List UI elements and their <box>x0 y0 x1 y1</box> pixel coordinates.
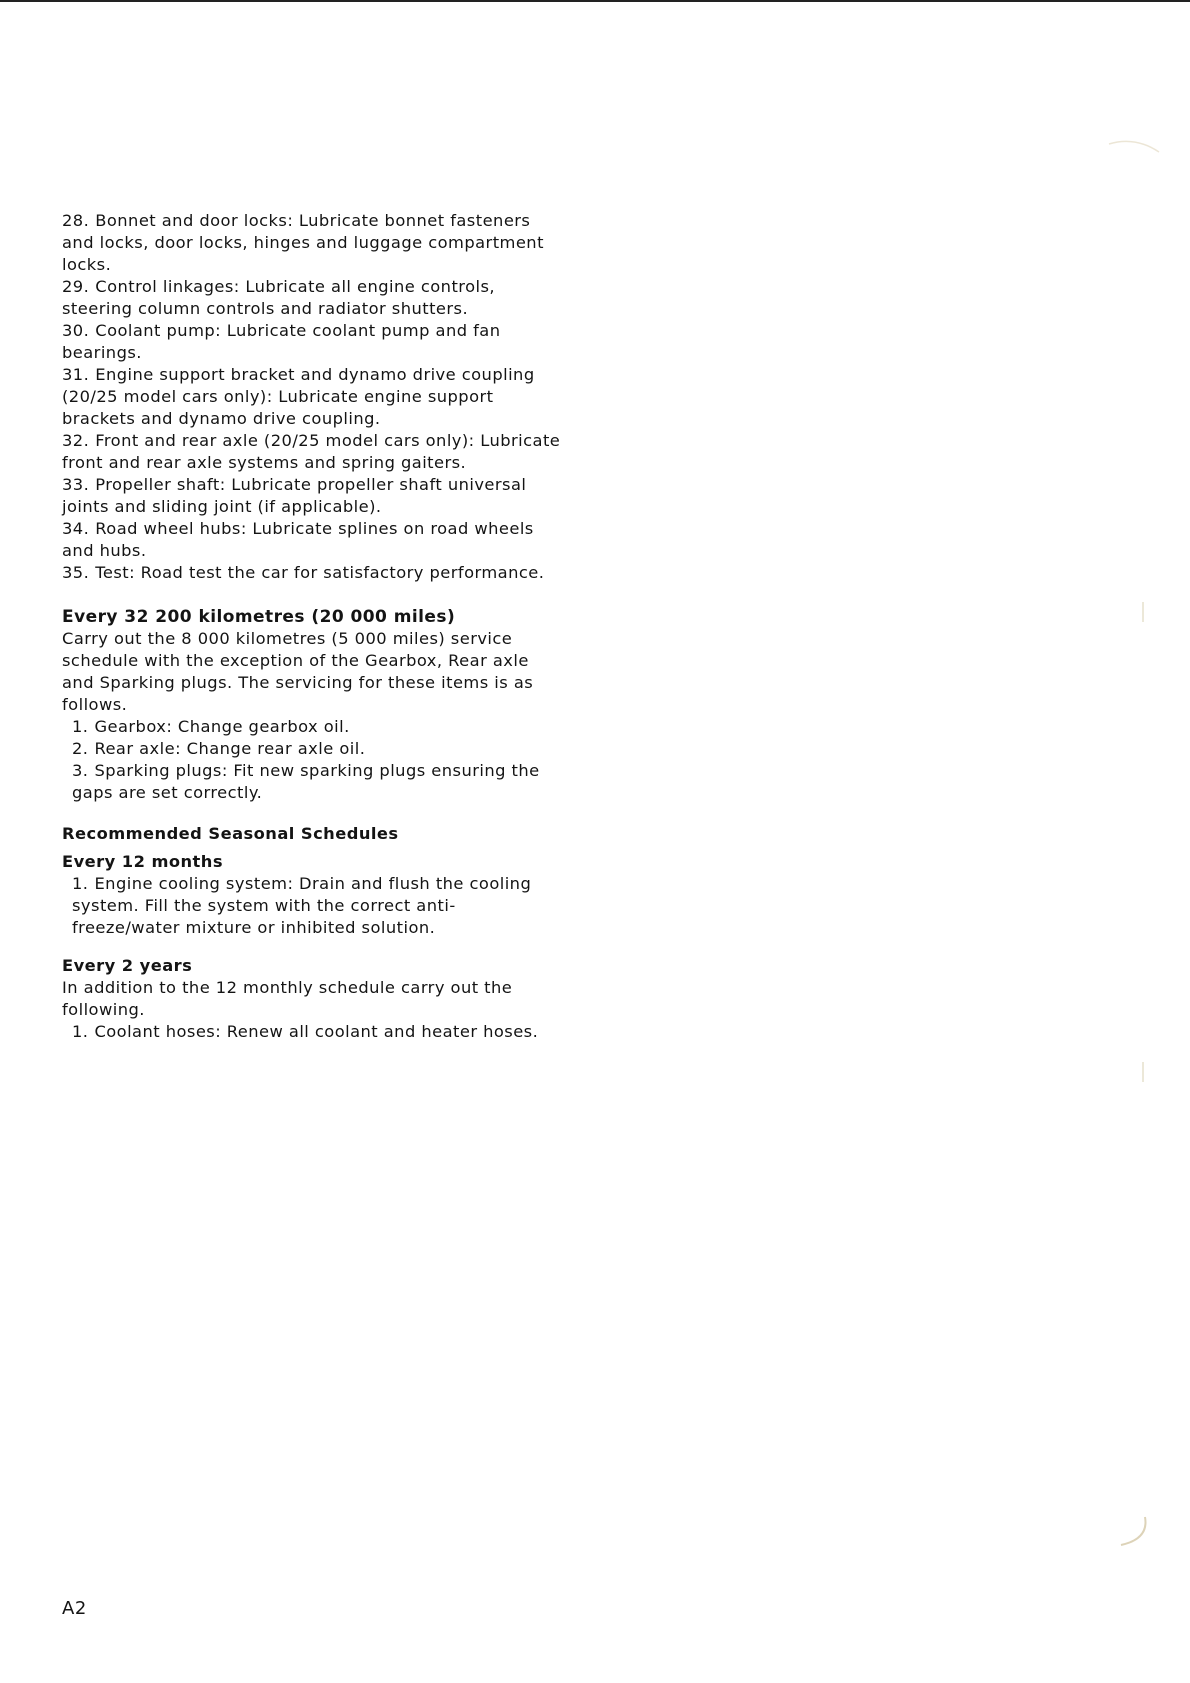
list-item: 30. Coolant pump: Lubricate coolant pump and fan bearings. <box>62 321 501 362</box>
scan-mark-icon <box>1115 1515 1155 1551</box>
page-number: A2 <box>62 1598 87 1619</box>
section-intro-20000: Carry out the 8 000 kilometres (5 000 miles) service schedule with the exception of the Gearbox, Rear axle and Sparking plugs. The servicing for these items is as follows. <box>62 629 534 714</box>
top-border <box>0 0 1190 2</box>
subheading-2-years: Every 2 years <box>62 956 193 975</box>
list-item: 31. Engine support bracket and dynamo drive coupling (20/25 model cars only): Lubricate engine support brackets and dynamo drive coupling. <box>62 365 535 428</box>
list-item: 1. Gearbox: Change gearbox oil. <box>72 717 350 736</box>
list-item: 34. Road wheel hubs: Lubricate splines on road wheels and hubs. <box>62 519 534 560</box>
list-item: 35. Test: Road test the car for satisfactory performance. <box>62 563 545 582</box>
content-column <box>62 210 562 1043</box>
seasonal-heading: Recommended Seasonal Schedules <box>62 824 399 843</box>
scan-mark-icon <box>1105 130 1165 160</box>
scan-mark-icon <box>1138 1060 1148 1084</box>
list-item: 32. Front and rear axle (20/25 model cars only): Lubricate front and rear axle systems and spring gaiters. <box>62 431 561 472</box>
list-item: 1. Coolant hoses: Renew all coolant and heater hoses. <box>72 1022 539 1041</box>
list-item: 28. Bonnet and door locks: Lubricate bonnet fasteners and locks, door locks, hinges and luggage compartment locks. <box>62 211 544 274</box>
list-item: 1. Engine cooling system: Drain and flush the cooling system. Fill the system with the correct anti-freeze/water mixture or inhibited solution. <box>72 874 532 937</box>
list-item: 3. Sparking plugs: Fit new sparking plugs ensuring the gaps are set correctly. <box>72 761 540 802</box>
list-item: 2. Rear axle: Change rear axle oil. <box>72 739 366 758</box>
list-item: 33. Propeller shaft: Lubricate propeller shaft universal joints and sliding joint (if applicable). <box>62 475 527 516</box>
section-heading-20000: Every 32 200 kilometres (20 000 miles) <box>62 607 456 627</box>
scan-mark-icon <box>1138 600 1148 624</box>
list-item: 29. Control linkages: Lubricate all engine controls, steering column controls and radiator shutters. <box>62 277 496 318</box>
subheading-12-months: Every 12 months <box>62 852 223 871</box>
section-intro-2-years: In addition to the 12 monthly schedule carry out the following. <box>62 978 513 1019</box>
